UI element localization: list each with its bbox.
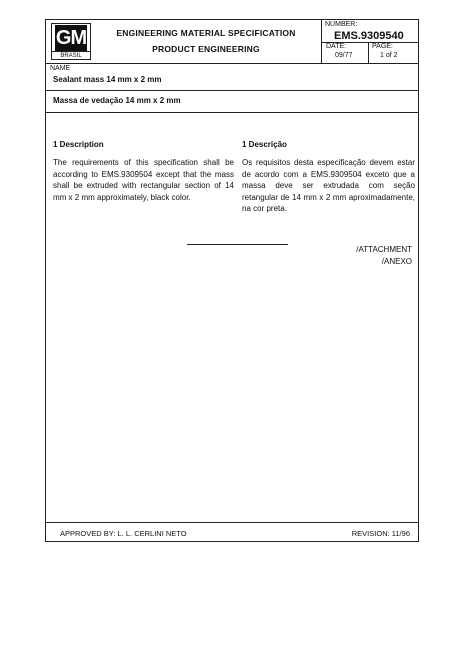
- footer-divider: [46, 522, 418, 523]
- section-heading-en: 1 Description: [53, 140, 104, 149]
- logo-mark: GM: [55, 27, 87, 49]
- name-portuguese: Massa de vedação 14 mm x 2 mm: [53, 96, 181, 105]
- page-value: 1 of 2: [380, 52, 398, 59]
- logo-subtitle: BRASIL: [52, 51, 90, 60]
- revision: REVISION: 11/96: [351, 529, 410, 538]
- date-label: DATE:: [326, 43, 347, 50]
- number-value: EMS.9309540: [334, 30, 404, 42]
- name-label: NAME: [50, 65, 71, 72]
- description-pt: Os requisitos desta especificação devem estar de acordo com a EMS.9309504 exceto que a massa deve ser extrudada com seção retangular de 14 mm x 2 mm aproximadamente, na cor preta.: [242, 158, 415, 213]
- page-divider: [368, 42, 369, 63]
- gm-logo: [51, 23, 91, 60]
- attachment-pt: /ANEXO: [381, 257, 412, 266]
- name-english: Sealant mass 14 mm x 2 mm: [53, 75, 162, 84]
- section-heading-pt: 1 Descrição: [242, 140, 287, 149]
- spec-subtitle: PRODUCT ENGINEERING: [152, 44, 260, 54]
- approved-by: APPROVED BY: L. L. CERLINI NETO: [60, 529, 187, 538]
- description-en: The requirements of this specification shall be according to EMS.9309504 except that the mass shall be extruded with rectangular section of 14 mm x 2 mm approximately, black color.: [53, 158, 234, 202]
- spec-sheet: [45, 19, 419, 542]
- attachment-en: /ATTACHMENT: [356, 245, 412, 254]
- page-label: PAGE:: [372, 43, 393, 50]
- header: [46, 20, 418, 64]
- date-value: 09/77: [335, 52, 353, 59]
- number-box: [321, 20, 419, 63]
- end-rule: [187, 244, 288, 245]
- divider: [46, 112, 418, 113]
- divider: [46, 90, 418, 91]
- spec-title: ENGINEERING MATERIAL SPECIFICATION: [116, 28, 296, 38]
- number-label: NUMBER:: [325, 21, 358, 28]
